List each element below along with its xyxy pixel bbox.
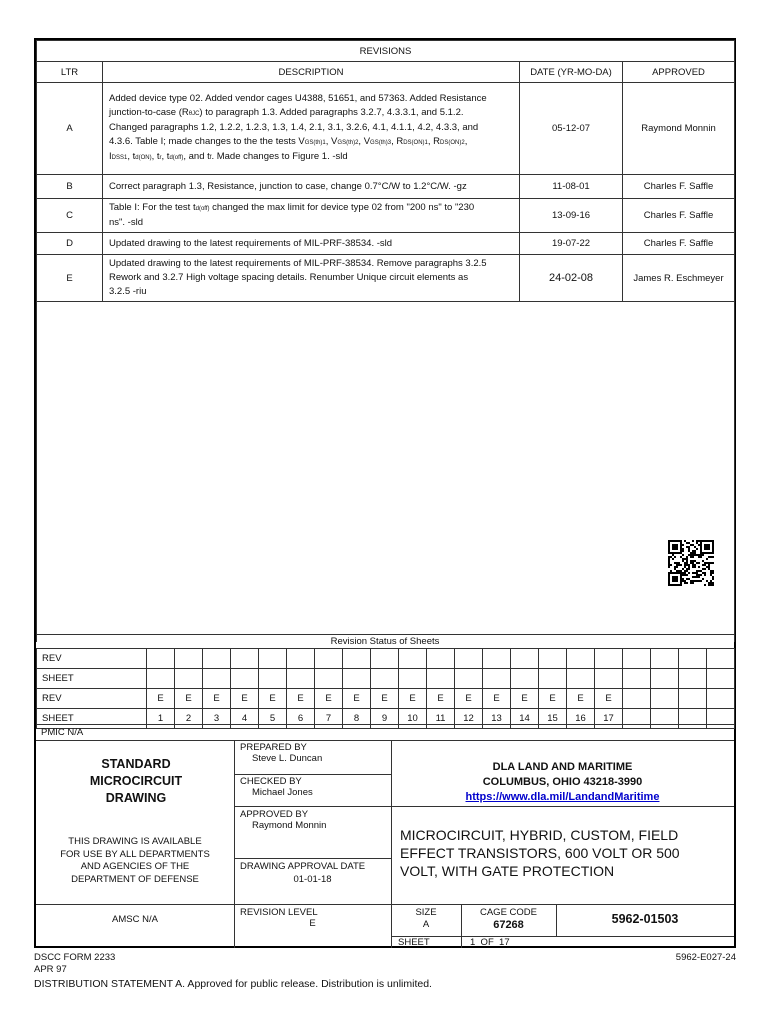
- sheet-status-cell: [175, 649, 203, 669]
- sheet-status-cell: E: [371, 689, 399, 709]
- sheet-value: 1 OF 17: [470, 937, 510, 948]
- sheet-status-cell: [539, 649, 567, 669]
- sheet-status-cell: [623, 649, 651, 669]
- drawing-title: [400, 826, 730, 880]
- std-line-1: STANDARD: [101, 757, 171, 771]
- prepared-by-label: PREPARED BY: [240, 742, 307, 753]
- organization-block: [391, 760, 734, 805]
- checked-by-name: Michael Jones: [252, 787, 313, 798]
- approval-date: 01-01-18: [293, 874, 332, 885]
- sheet-status-cell: E: [287, 689, 315, 709]
- sheet-status-cell: [567, 669, 595, 689]
- sheet-status-cell: E: [231, 689, 259, 709]
- sheet-status-cell: [175, 669, 203, 689]
- sheet-status-cell: 4: [231, 709, 259, 729]
- sheet-status-cell: 16: [567, 709, 595, 729]
- revisions-title: REVISIONS: [37, 41, 735, 62]
- sheet-status-cell: E: [175, 689, 203, 709]
- sheet-status-cell: E: [455, 689, 483, 709]
- availability-line: THIS DRAWING IS AVAILABLE: [68, 836, 202, 847]
- sheet-status-cell: 7: [315, 709, 343, 729]
- sheet-status-label: SHEET: [37, 709, 119, 729]
- revision-date: 19-07-22: [520, 233, 623, 255]
- sheet-status-cell: [623, 669, 651, 689]
- sheet-status-cell: [147, 649, 175, 669]
- sheet-status-label: SHEET: [37, 669, 119, 689]
- qr-code-icon: [668, 540, 714, 586]
- sheet-status-cell: [203, 669, 231, 689]
- size-label: SIZE: [415, 907, 437, 918]
- revisions-table: [36, 40, 735, 642]
- sheet-status-cell: 11: [427, 709, 455, 729]
- sheet-status-cell: 1: [147, 709, 175, 729]
- sheet-status-cell: [511, 669, 539, 689]
- sheet-status-cell: [707, 669, 735, 689]
- sheet-status-cell: 13: [483, 709, 511, 729]
- std-line-3: DRAWING: [105, 791, 167, 805]
- sheet-status-cell: [679, 669, 707, 689]
- sheet-status-cell: 6: [287, 709, 315, 729]
- sheet-status-cell: [511, 649, 539, 669]
- sheet-status-gap: [119, 689, 147, 709]
- sheet-status-cell: [539, 669, 567, 689]
- sheet-status-cell: [287, 649, 315, 669]
- revision-letter: B: [37, 175, 103, 199]
- sheet-label: SHEET: [398, 937, 430, 948]
- std-line-2: MICROCIRCUIT: [89, 774, 183, 788]
- prepared-by-name: Steve L. Duncan: [252, 753, 323, 764]
- document-number: 5962-01503: [611, 912, 679, 926]
- checked-by-label: CHECKED BY: [240, 776, 302, 787]
- sheet-status-cell: E: [511, 689, 539, 709]
- sheet-status-cell: [371, 669, 399, 689]
- sheet-status-cell: 5: [259, 709, 287, 729]
- document-code: 5962-E027-24: [675, 952, 736, 963]
- revision-row: [37, 199, 735, 233]
- revision-row: [37, 255, 735, 302]
- sheet-status-cell: [315, 669, 343, 689]
- form-date: APR 97: [34, 964, 67, 975]
- sheet-status-cell: [707, 649, 735, 669]
- revision-row: [37, 175, 735, 199]
- revision-description: Updated drawing to the latest requirements of MIL-PRF-38534. -sld: [103, 233, 520, 255]
- sheet-status-cell: [231, 669, 259, 689]
- sheet-status-cell: E: [567, 689, 595, 709]
- org-url-link[interactable]: https://www.dla.mil/LandandMaritime: [465, 791, 660, 803]
- sheet-status-cell: E: [539, 689, 567, 709]
- revision-description: Correct paragraph 1.3, Resistance, junction to case, change 0.7°C/W to 1.2°C/W. -gz: [103, 175, 520, 199]
- revision-row: [37, 83, 735, 175]
- sheet-status-cell: [371, 649, 399, 669]
- size-value: A: [422, 919, 430, 930]
- sheet-status-cell: [567, 649, 595, 669]
- sheet-status-cell: 12: [455, 709, 483, 729]
- sheet-status-gap: [119, 669, 147, 689]
- approved-by-label: APPROVED BY: [240, 809, 309, 820]
- revision-date: 24-02-08: [520, 255, 623, 302]
- sheet-status-row: [37, 669, 735, 689]
- revision-approver: Charles F. Saffle: [623, 233, 735, 255]
- sheet-status-cell: 8: [343, 709, 371, 729]
- header-description: DESCRIPTION: [103, 62, 520, 83]
- sheet-status-cell: [595, 669, 623, 689]
- sheet-status-row: [37, 649, 735, 669]
- revision-date: 05-12-07: [520, 83, 623, 175]
- sheet-status-cell: E: [399, 689, 427, 709]
- revision-letter: C: [37, 199, 103, 233]
- sheet-status-cell: [203, 649, 231, 669]
- sheet-status-cell: E: [147, 689, 175, 709]
- sheet-status-cell: [427, 669, 455, 689]
- sheet-status-cell: [679, 649, 707, 669]
- drawing-title-line: MICROCIRCUIT, HYBRID, CUSTOM, FIELD: [400, 827, 679, 843]
- sheet-status-cell: 14: [511, 709, 539, 729]
- sheet-status-cell: [231, 649, 259, 669]
- distribution-statement: DISTRIBUTION STATEMENT A. Approved for public release. Distribution is unlimited.: [34, 978, 432, 990]
- sheet-status-cell: 9: [371, 709, 399, 729]
- sheet-status-cell: [483, 669, 511, 689]
- revision-letter: D: [37, 233, 103, 255]
- revision-date: 11-08-01: [520, 175, 623, 199]
- cage-code-value: 67268: [493, 919, 524, 931]
- sheet-status-table: [36, 648, 735, 729]
- sheet-status-cell: E: [427, 689, 455, 709]
- revision-approver: Charles F. Saffle: [623, 199, 735, 233]
- sheet-status-cell: [651, 649, 679, 669]
- revision-description: Updated drawing to the latest requirements of MIL-PRF-38534. Remove paragraphs 3.2.5 Rework and 3.2.7 High voltage spacing details. Renumber Unique circuit elements as 3.2.5 -riu: [103, 255, 520, 302]
- cage-code-label: CAGE CODE: [479, 907, 537, 918]
- sheet-status-cell: [455, 649, 483, 669]
- header-approved: APPROVED: [623, 62, 735, 83]
- approval-date-label: DRAWING APPROVAL DATE: [240, 861, 366, 872]
- sheet-status-cell: [427, 649, 455, 669]
- standard-microcircuit-drawing: [56, 756, 216, 807]
- revisions-body: [37, 83, 735, 302]
- revision-letter: E: [37, 255, 103, 302]
- sheet-status-gap: [119, 649, 147, 669]
- amsc-label: AMSC N/A: [112, 914, 158, 925]
- sheet-status-cell: [651, 689, 679, 709]
- revision-row: [37, 233, 735, 255]
- sheet-status-cell: [287, 669, 315, 689]
- sheet-status-cell: E: [595, 689, 623, 709]
- sheet-status-cell: [651, 669, 679, 689]
- sheet-status-cell: [483, 649, 511, 669]
- sheet-status-cell: [315, 649, 343, 669]
- sheet-status-cell: 15: [539, 709, 567, 729]
- sheet-status-cell: [679, 689, 707, 709]
- revision-description: Table I: For the test td(off) changed the max limit for device type 02 from "200 ns" to "230 ns". -sld: [103, 199, 520, 233]
- sheet-status-cell: E: [259, 689, 287, 709]
- sheet-status-cell: 2: [175, 709, 203, 729]
- form-number: DSCC FORM 2233: [34, 952, 116, 963]
- revision-letter: A: [37, 83, 103, 175]
- sheet-status-cell: [623, 689, 651, 709]
- approved-by-name: Raymond Monnin: [252, 820, 327, 831]
- drawing-title-line: EFFECT TRANSISTORS, 600 VOLT OR 500: [400, 845, 680, 861]
- availability-line: AND AGENCIES OF THE: [80, 861, 190, 872]
- sheet-status-cell: E: [203, 689, 231, 709]
- sheet-status-cell: [595, 649, 623, 669]
- sheet-status-cell: [259, 669, 287, 689]
- revision-description: Added device type 02. Added vendor cages U4388, 51651, and 57363. Added Resistance junction-to-case (RθJC) to paragraph 1.3. Added paragraphs 3.2.7, 4.3.3.1, and 5.1.2. Changed paragraphs 1.2, 1.2.2, 1.2.3, 1.3, 1.4, 2.1, 3.1, 3.2.6, 4.1, 4.1.1, 4.2, 4.3.3, and 4.3.6. Table I; made changes to the the tests VGS(th)1, VGS(th)2, VGS(th)3, RDS(ON)1, RDS(ON)2, IDSS1, td(ON), tr, td(off), and tf. Made changes to Figure 1. -sld: [103, 83, 520, 175]
- sheet-status-cell: 3: [203, 709, 231, 729]
- sheet-status-cell: [399, 669, 427, 689]
- drawing-title-line: VOLT, WITH GATE PROTECTION: [400, 863, 615, 879]
- org-address: COLUMBUS, OHIO 43218-3990: [482, 776, 643, 788]
- pmic-label: PMIC N/A: [36, 724, 734, 740]
- revision-level-label: REVISION LEVEL: [240, 907, 318, 918]
- sheet-status-cell: [399, 649, 427, 669]
- sheet-status-cell: E: [343, 689, 371, 709]
- sheet-status-cell: E: [315, 689, 343, 709]
- sheet-status-label: REV: [37, 649, 119, 669]
- revision-level: E: [309, 918, 316, 929]
- sheet-status-cell: [455, 669, 483, 689]
- sheet-status-cell: [707, 689, 735, 709]
- revision-approver: Raymond Monnin: [623, 83, 735, 175]
- revision-approver: Charles F. Saffle: [623, 175, 735, 199]
- availability-statement: [42, 836, 228, 886]
- sheet-status-cell: [147, 669, 175, 689]
- header-ltr: LTR: [37, 62, 103, 83]
- drawing-frame: [34, 38, 736, 948]
- sheet-status-cell: 10: [399, 709, 427, 729]
- sheet-status-cell: 17: [595, 709, 623, 729]
- sheet-status-cell: [343, 669, 371, 689]
- availability-line: DEPARTMENT OF DEFENSE: [71, 873, 199, 885]
- org-name: DLA LAND AND MARITIME: [492, 761, 633, 773]
- revision-approver: James R. Eschmeyer: [623, 255, 735, 302]
- header-date: DATE (YR-MO-DA): [520, 62, 623, 83]
- sheet-status-cell: [343, 649, 371, 669]
- sheet-status-label: REV: [37, 689, 119, 709]
- sheet-status-cell: E: [483, 689, 511, 709]
- sheet-status-row: [37, 689, 735, 709]
- availability-line: FOR USE BY ALL DEPARTMENTS: [60, 848, 210, 860]
- revision-date: 13-09-16: [520, 199, 623, 233]
- sheet-status-cell: [259, 649, 287, 669]
- blank-area: [37, 302, 735, 643]
- sheet-status-title: Revision Status of Sheets: [36, 634, 734, 649]
